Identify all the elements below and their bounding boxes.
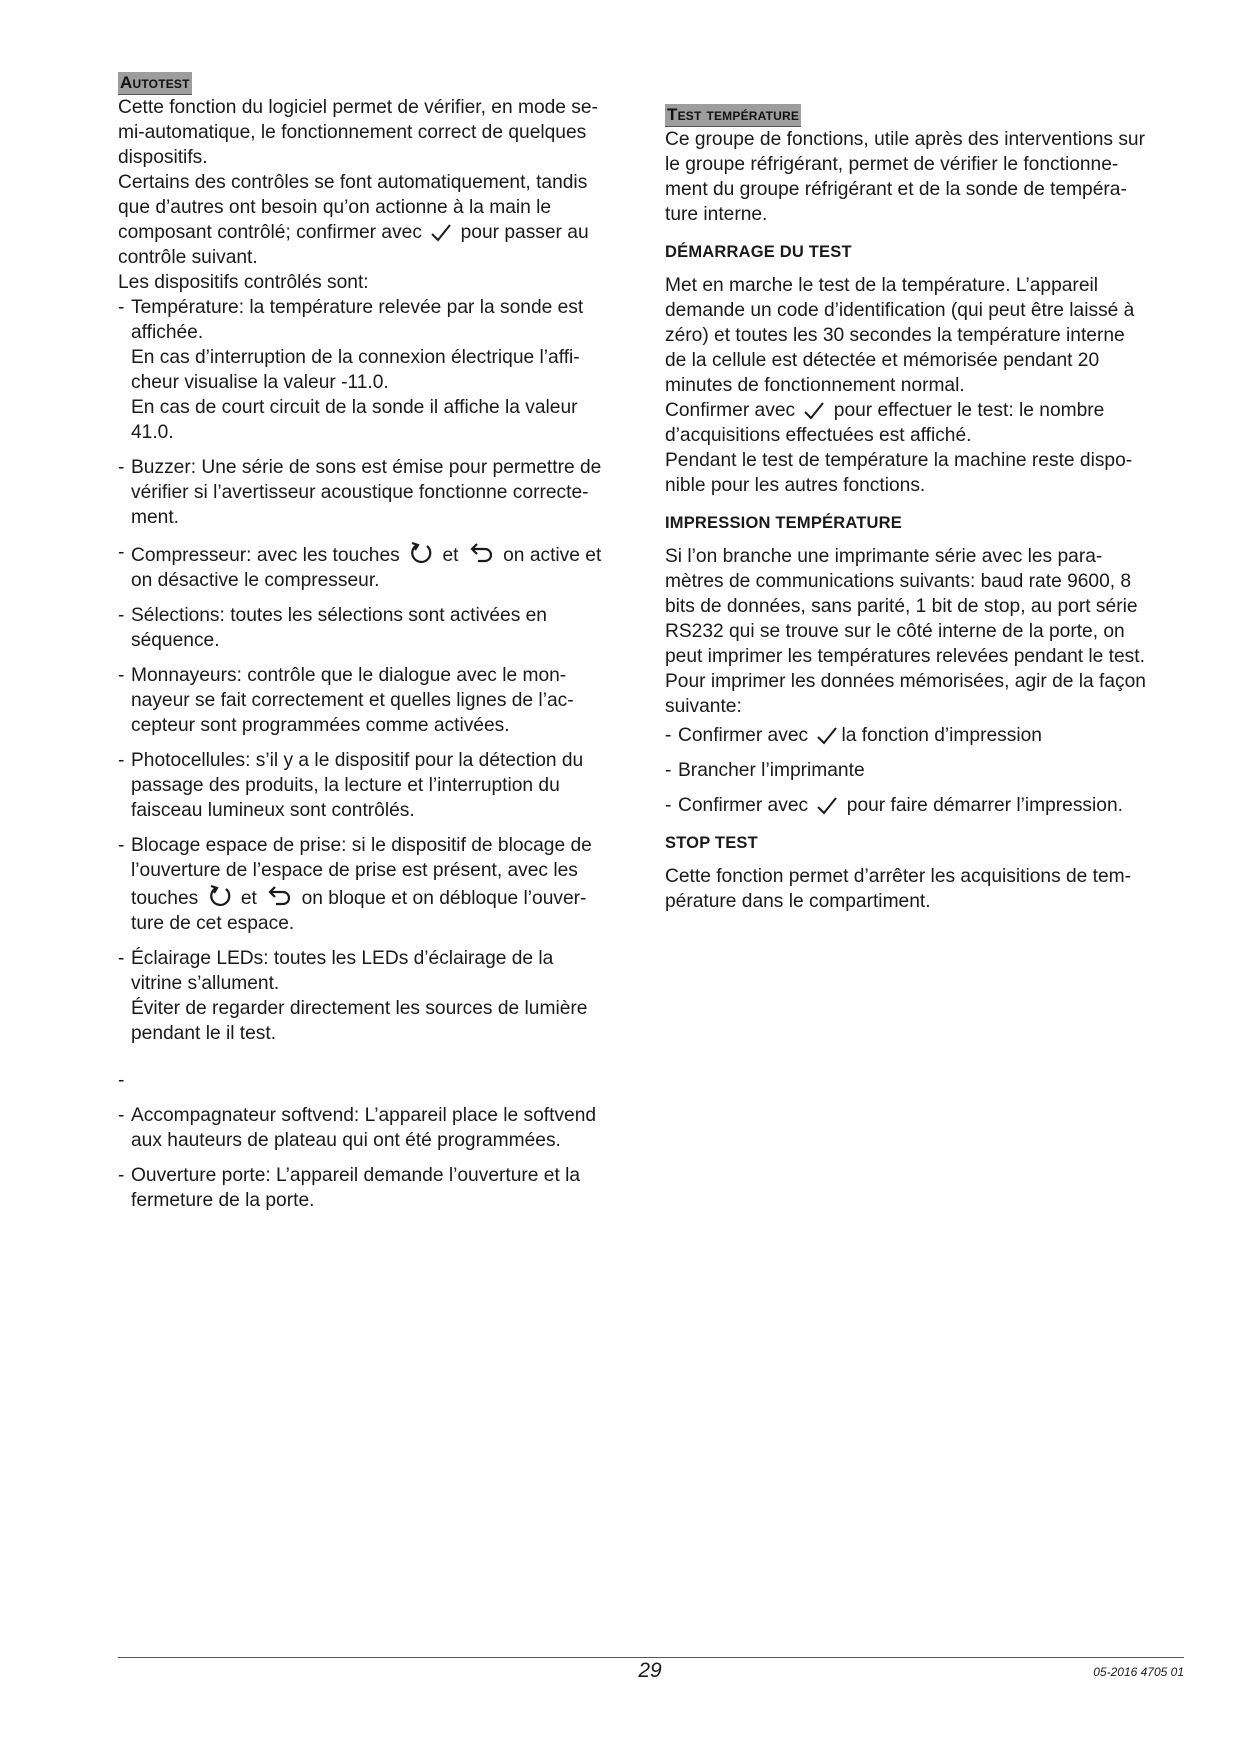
print-temperature-text: Si l’on branche une imprimante série avec les para- mètres de communications suivants: baud rate 9600, 8 bits de données, sans parité, 1 bit de stop, au port série RS232 qui se trouve sur le côté interne de la porte, on peut imprimer les températures relevées pendant le test. Pour imprimer les données mémorisées, agir de la façon suivante: [665,546,1146,717]
check-icon [816,726,838,746]
list-item: - Blocage espace de prise: si le dispositif de blocage de l’ouverture de l’espace de prise est présent, avec les touches et on bloque et on débloque l’ouver- ture de cet espace. [118,833,634,936]
start-test-text: Met en marche le test de la température. L’appareil demande un code d’identification (qui peut être laissé à zéro) et toutes les 30 secondes la température interne de la cellule est détectée et mémorisée pendant 20 minutes de fonctionnement normal. Confirmer avec pour effectuer le test: le nombre d’acquisitions effectuées est affiché. Pendant le test de température la machine reste dispo- nible pour les autres fonctions. [665,273,1181,498]
list-item: - Ouverture porte: L’appareil demande l’ouverture et la fermeture de la porte. [118,1165,581,1211]
confirm-line: Confirmer avec pour effectuer le test: le nombre [665,400,1105,421]
stop-test-title: STOP TEST [665,834,758,852]
compressor-line: Compresseur: avec les touches et on active et [131,540,634,568]
list-item: - Température: la température relevée par la sonde est affichée. En cas d’interruption de la connexion électrique l’affi- cheur visualise la valeur -11.0. En cas de court circuit de la sonde il affiche la valeur 41.0. [118,297,584,443]
rotate-clockwise-icon [408,540,434,566]
print-steps-list [665,723,1181,818]
footer-divider [118,1657,1184,1658]
list-item: - Accompagnateur softvend: L’appareil place le softvend aux hauteurs de plateau qui ont été programmées. [118,1105,597,1151]
test-temperature-intro: Ce groupe de fonctions, utile après des interventions sur le groupe réfrigérant, permet de vérifier le fonctionne- ment du groupe réfrigérant et de la sonde de tempéra- ture interne. [665,129,1145,225]
check-icon [816,796,838,816]
list-item: - Monnayeurs: contrôle que le dialogue avec le mon- nayeur se fait correctement et quelles lignes de l’ac- cepteur sont programmées comme activées. [118,665,574,736]
stop-test-text: Cette fonction permet d’arrêter les acquisitions de tem- pérature dans le compartiment. [665,866,1132,912]
start-test-title: DÉMARRAGE DU TEST [665,243,852,261]
rotate-clockwise-icon [207,883,233,909]
autotest-heading: Autotest [118,72,192,95]
checked-devices-list [118,295,634,1213]
back-arrow-icon [265,885,293,909]
test-temperature-heading: Test température [665,104,801,127]
list-item: - Sélections: toutes les sélections sont activées en séquence. [118,605,547,651]
list-item: - Brancher l’imprimante [665,760,865,781]
list-item: - Photocellules: s’il y a le dispositif pour la détection du passage des produits, la lecture et l’interruption du faisceau lumineux sont contrôlés. [118,750,584,821]
right-column [665,102,1181,914]
page-number: 29 [638,1659,662,1682]
back-arrow-icon [467,542,495,566]
blocking-line: touches et on bloque et on débloque l’ouver- [131,883,634,911]
check-icon [803,401,825,421]
list-item: - Éclairage LEDs: toutes les LEDs d’éclairage de la vitrine s’allument. Éviter de regarder directement les sources de lumière pendant le il test. [118,948,588,1044]
print-temperature-title: IMPRESSION TEMPÉRATURE [665,514,902,532]
list-item: - [118,1070,125,1091]
list-item: - Compresseur: avec les touches et on active et on désactive le compresseur. [118,540,634,593]
list-item: - Confirmer avec la fonction d’impression [665,725,1042,746]
confirm-line: composant contrôlé; confirmer avec pour passer au [118,222,589,243]
list-item: - Confirmer avec pour faire démarrer l’impression. [665,795,1123,816]
left-column [118,70,634,1223]
document-code: 05-2016 4705 01 [1093,1665,1184,1679]
check-icon [430,223,452,243]
list-item: - Buzzer: Une série de sons est émise pour permettre de vérifier si l’avertisseur acoustique fonctionne correcte- ment. [118,457,602,528]
autotest-intro: Cette fonction du logiciel permet de vérifier, en mode se- mi-automatique, le fonctionnement correct de quelques dispositifs. Certains des contrôles se font automatiquement, tandis que d’autres ont besoin qu’on actionne à la main le composant contrôlé; confirmer avec pour passer au contrôle suivant. Les dispositifs contrôlés sont: [118,95,634,295]
